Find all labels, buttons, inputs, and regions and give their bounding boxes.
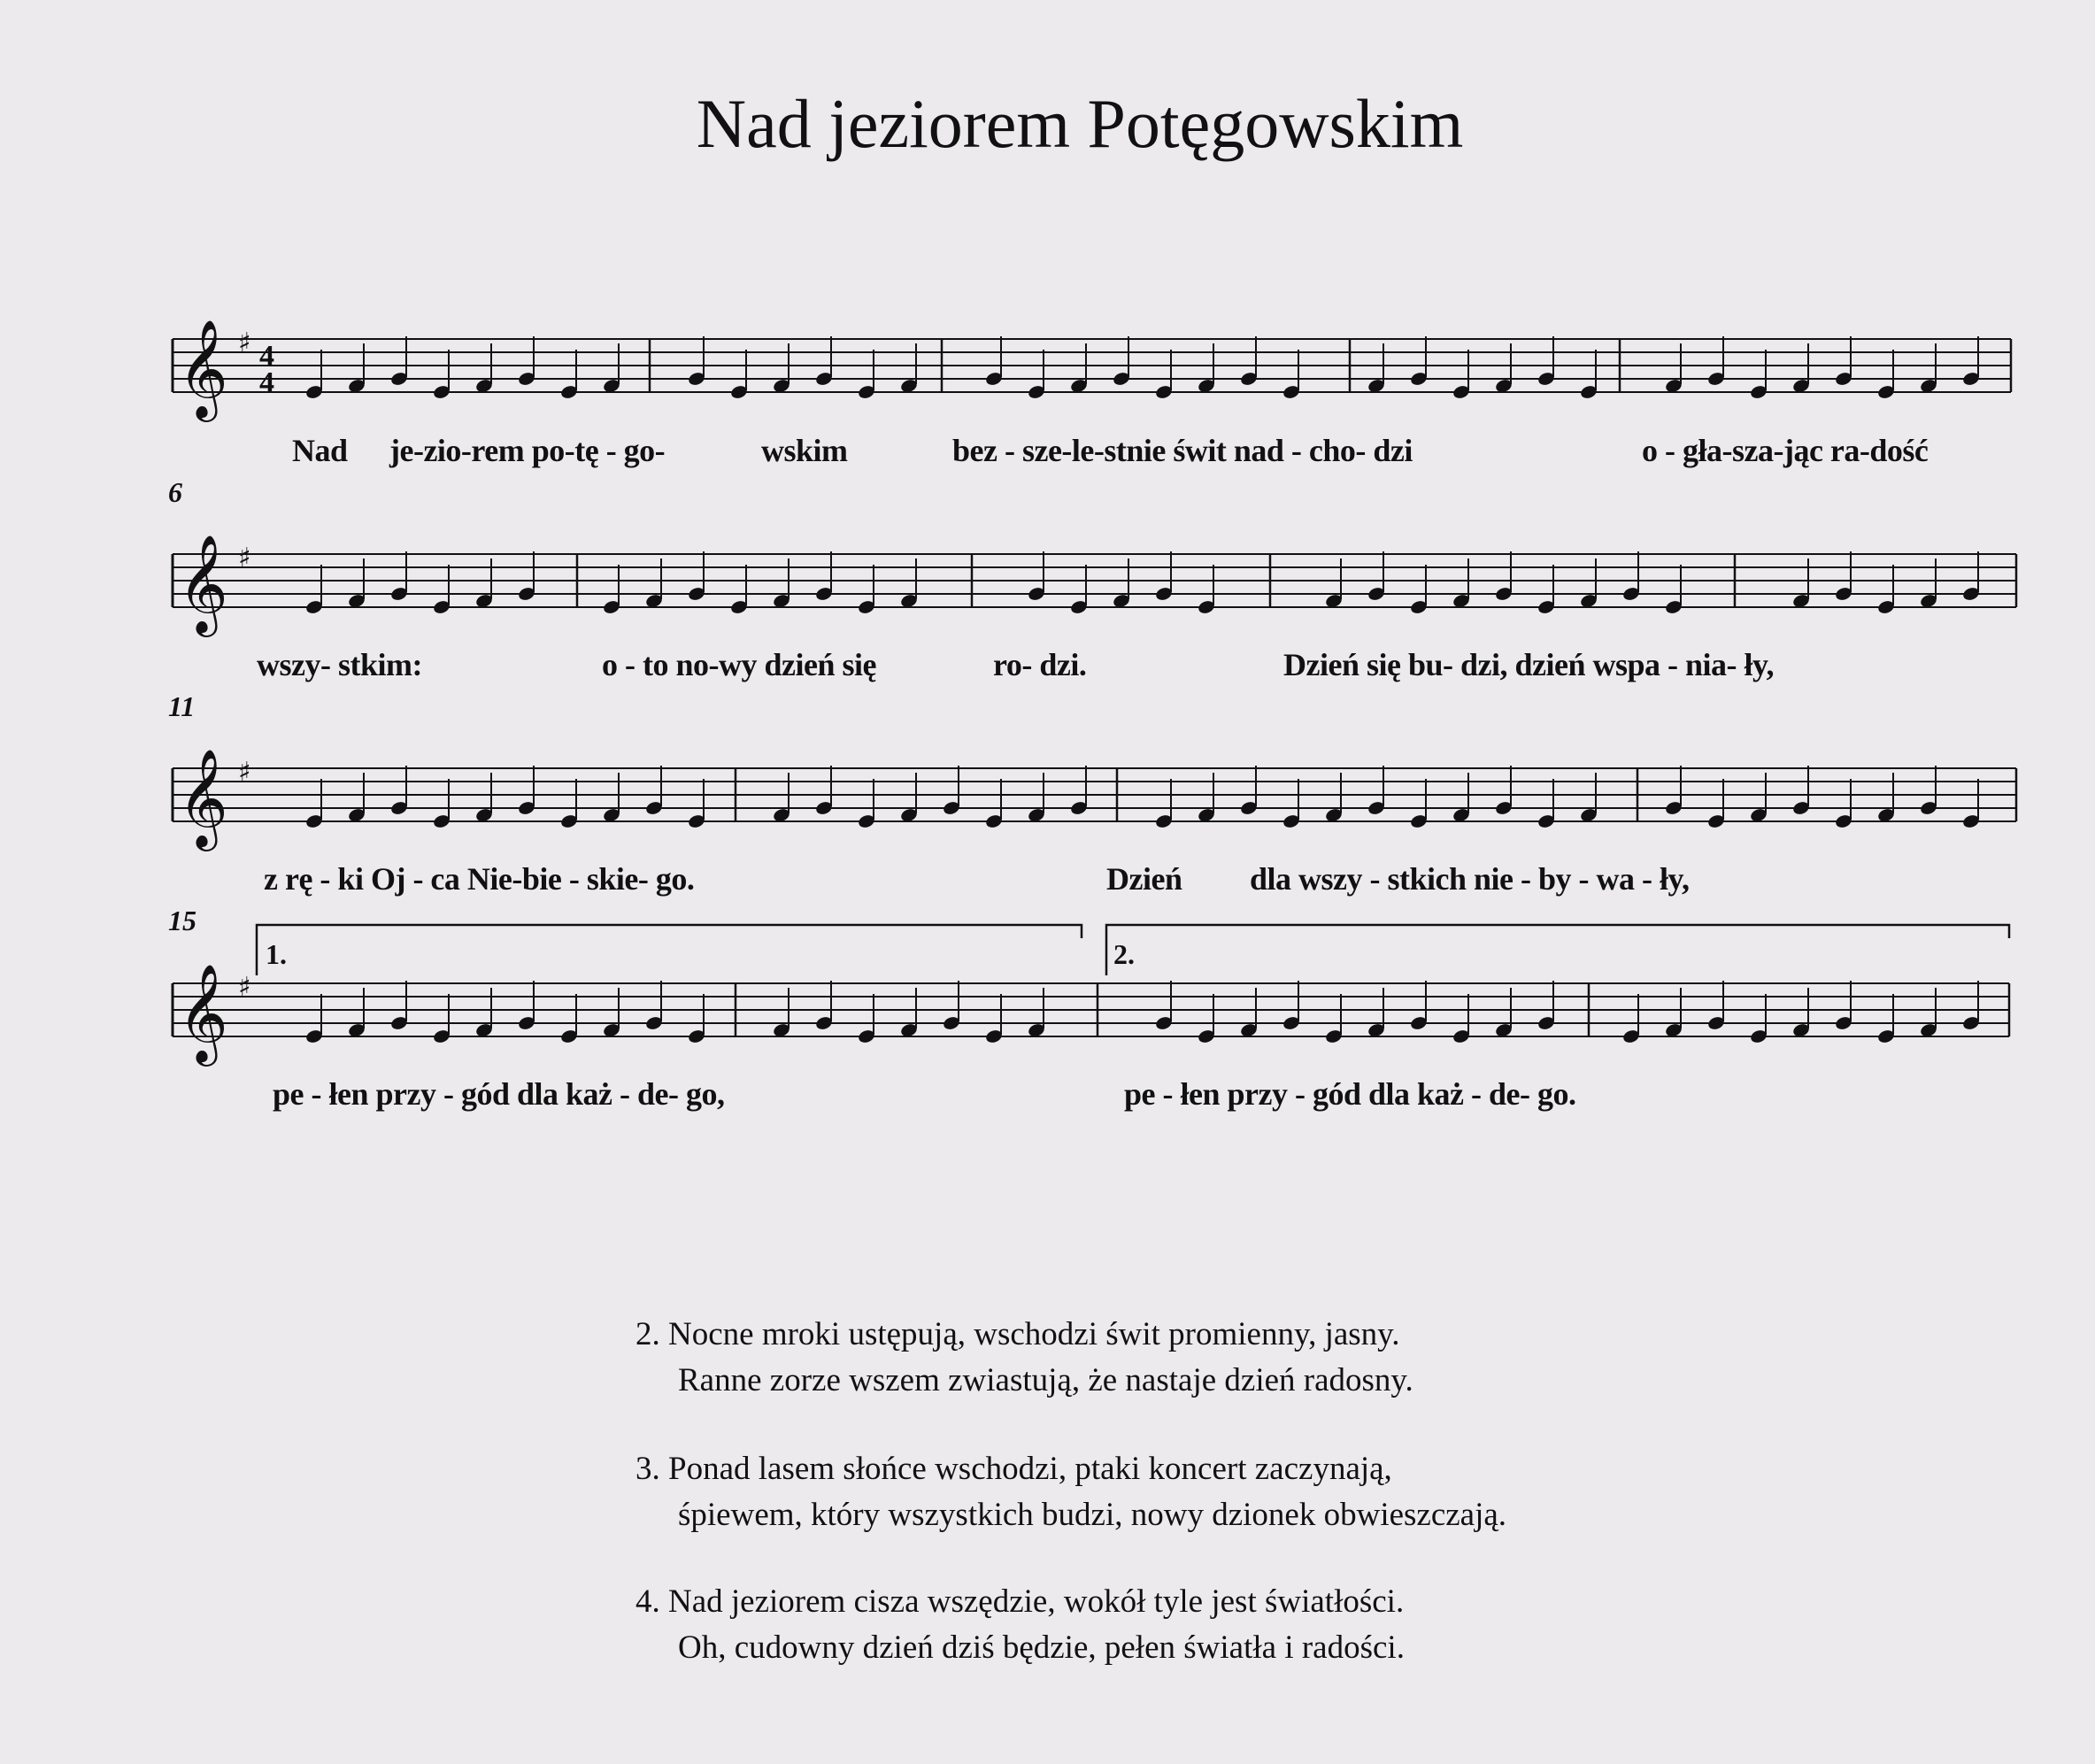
lyric-3-c: dla wszy - stkich nie - by - wa - ły, — [1250, 861, 1690, 897]
verse-2-line-1: 2. Nocne mroki ustępują, wschodzi świt promienny, jasny. — [635, 1316, 1400, 1352]
lyric-3-a: z rę - ki Oj - ca Nie-bie - skie- go. — [264, 861, 695, 897]
verse-2-line-2: Ranne zorze wszem zwiastują, że nastaje dzień radosny. — [678, 1362, 1413, 1398]
song-title: Nad jeziorem Potęgowskim — [696, 85, 1464, 162]
lyric-2-b: o - to no-wy dzień się — [602, 647, 876, 682]
time-signature-top: 4 — [259, 340, 274, 373]
verse-4-line-2: Oh, cudowny dzień dziś będzie, pełen światła i radości. — [678, 1629, 1405, 1666]
lyric-2-d: Dzień się bu- dzi, dzień wspa - nia- ły, — [1283, 647, 1775, 682]
verse-3-line-1: 3. Ponad lasem słońce wschodzi, ptaki koncert zaczynają, — [635, 1451, 1392, 1487]
volta-second-label: 2. — [1113, 938, 1135, 970]
staff-2-key-sharp: ♯ — [238, 543, 251, 574]
lyric-2-c: ro- dzi. — [993, 647, 1087, 682]
measure-number-15: 15 — [168, 905, 196, 936]
lyric-4-a: pe - łen przy - gód dla każ - de- go, — [273, 1076, 725, 1112]
verse-3-line-2: śpiewem, który wszystkich budzi, nowy dzionek obwieszczają. — [678, 1497, 1507, 1533]
lyric-1-d: bez - sze-le-stnie świt nad - cho- dzi — [952, 433, 1413, 468]
lyric-1-e: o - gła-sza-jąc ra-dość — [1642, 433, 1929, 468]
verse-3 — [635, 1446, 1786, 1538]
volta-first-label: 1. — [266, 938, 287, 970]
staff-3-key-sharp: ♯ — [238, 757, 251, 788]
measure-number-6: 6 — [168, 476, 182, 508]
staff-2-treble-clef: 𝄞 — [178, 534, 228, 633]
staff-3-treble-clef: 𝄞 — [178, 748, 228, 847]
measure-number-11: 11 — [168, 690, 196, 722]
lyric-1-b: je-zio-rem po-tę - go- — [389, 433, 666, 468]
lyric-3-b: Dzień — [1106, 861, 1182, 897]
verse-4 — [635, 1579, 1786, 1671]
staves — [173, 319, 2016, 1067]
verse-4-line-1: 4. Nad jeziorem cisza wszędzie, wokół tyle jest światłości. — [635, 1583, 1405, 1620]
lyric-1-c: wskim — [761, 433, 848, 468]
volta-first-bracket — [257, 925, 1082, 975]
staff-4-treble-clef: 𝄞 — [178, 963, 228, 1062]
volta-second-bracket — [1106, 925, 2009, 975]
lyric-1-a: Nad — [292, 433, 348, 468]
time-signature-bottom: 4 — [259, 366, 274, 399]
lyric-4-b: pe - łen przy - gód dla każ - de- go. — [1124, 1076, 1576, 1112]
verse-2 — [635, 1312, 1786, 1404]
staff-1-treble-clef: 𝄞 — [178, 319, 228, 418]
staff-4-key-sharp: ♯ — [238, 972, 251, 1003]
lyric-2-a: wszy- stkim: — [257, 647, 422, 682]
staff-1-key-sharp: ♯ — [238, 327, 251, 358]
